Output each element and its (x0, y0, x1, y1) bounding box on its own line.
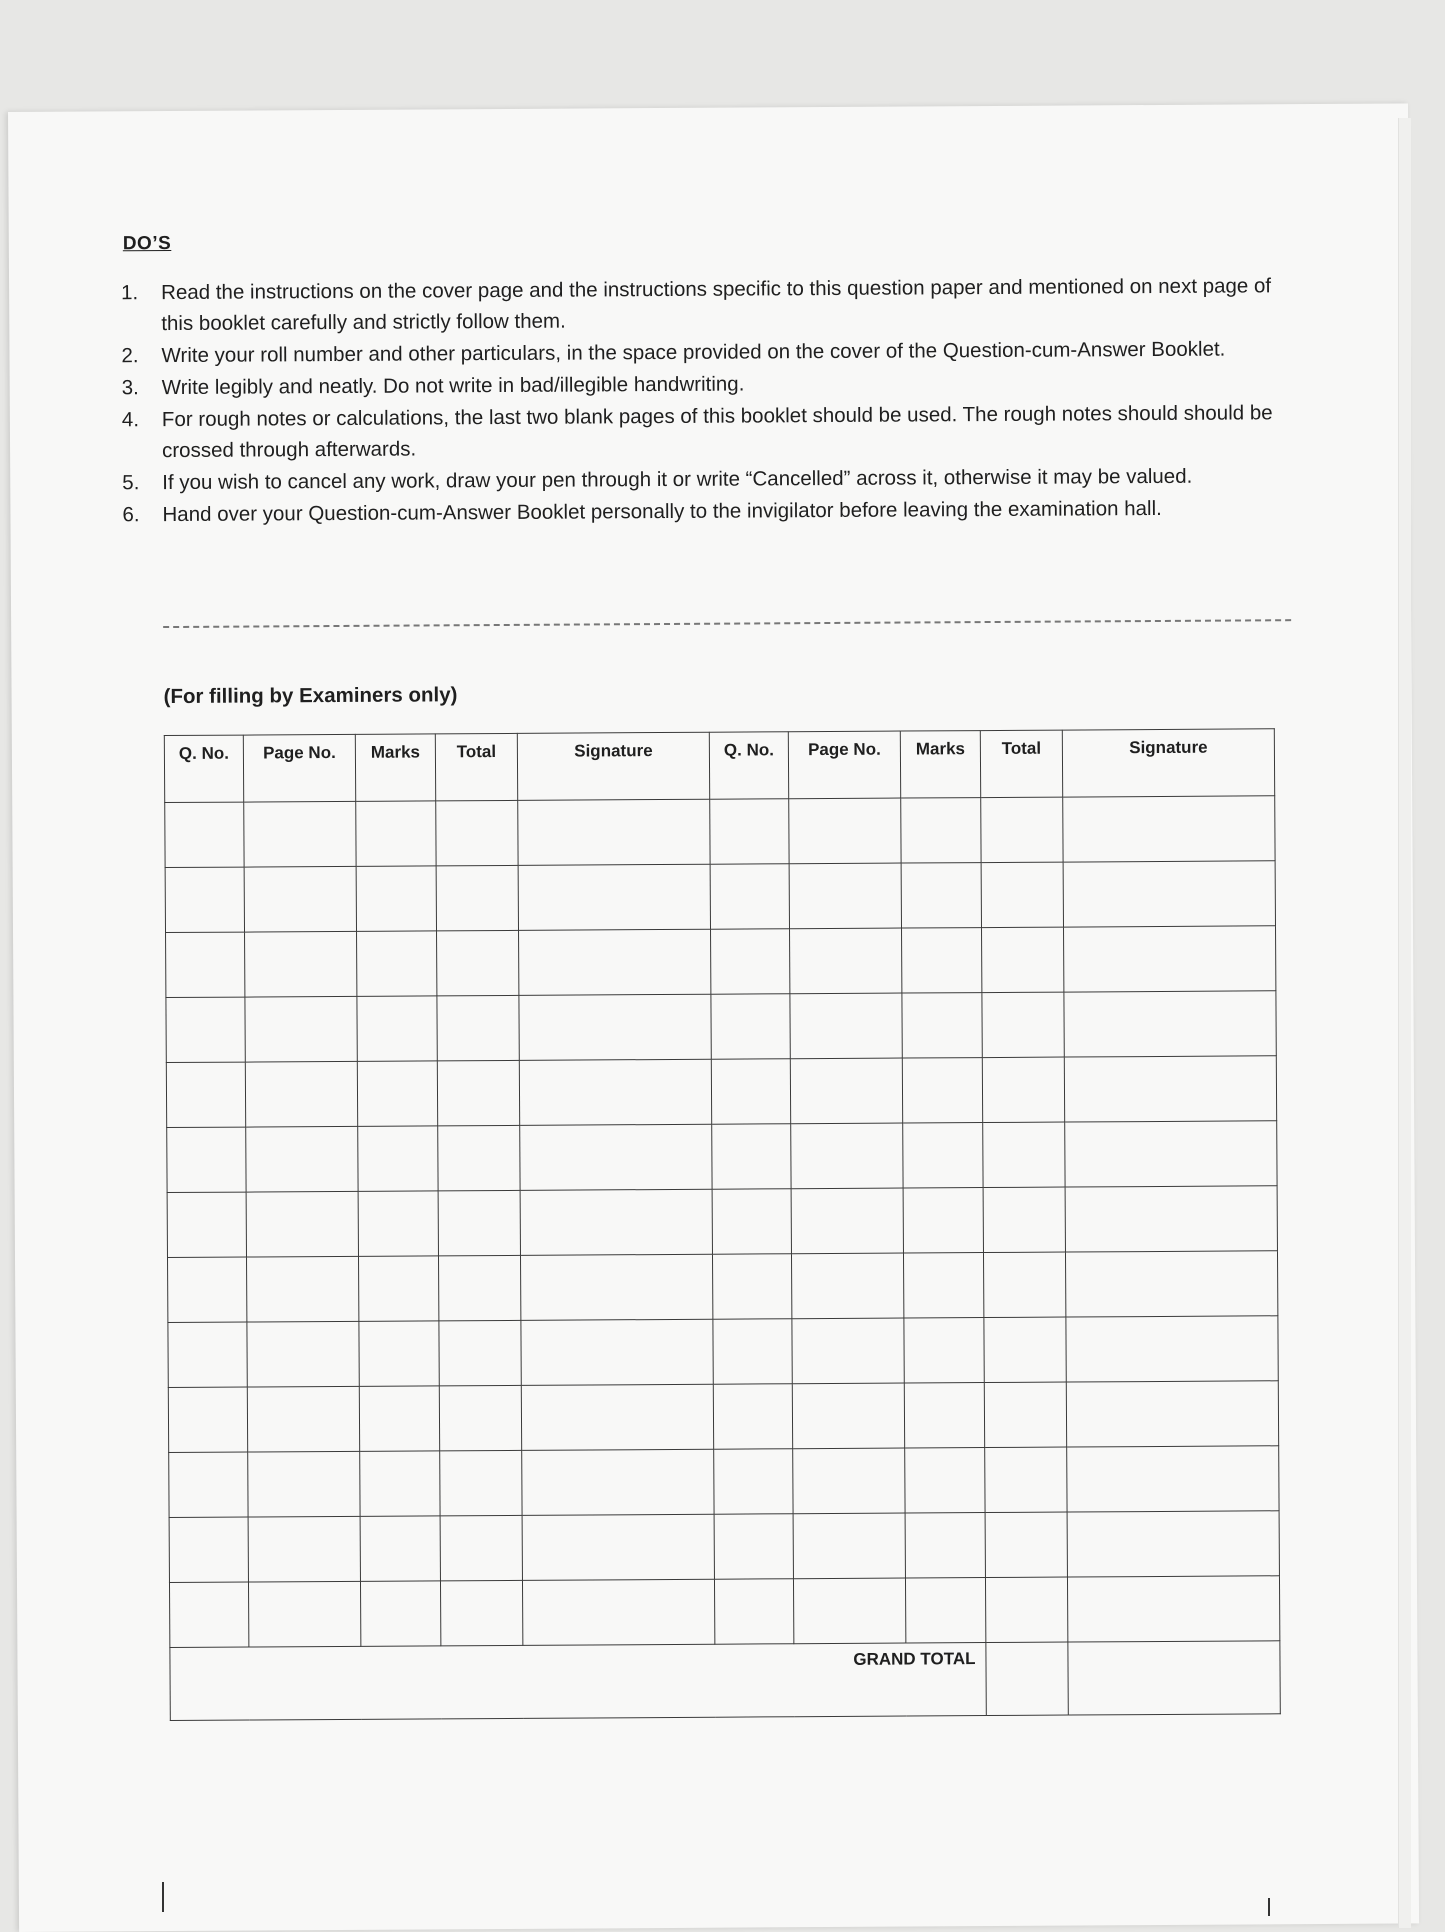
table-row (166, 1056, 1276, 1128)
table-cell[interactable] (519, 994, 711, 1060)
table-cell[interactable] (357, 931, 437, 996)
dos-item-text: Write your roll number and other particulars, in the space provided on the cover of the Question-cum-Answer Booklet. (161, 337, 1226, 368)
table-header-row (164, 729, 1274, 803)
table-cell[interactable] (360, 1581, 440, 1646)
table-cell[interactable] (793, 1448, 905, 1514)
grand-total-signature-cell[interactable] (1068, 1641, 1280, 1715)
answer-booklet-page (8, 103, 1419, 1932)
grand-total-label: GRAND TOTAL (170, 1643, 986, 1721)
table-cell[interactable] (904, 1318, 984, 1383)
page-edge (1398, 118, 1411, 1928)
table-cell[interactable] (518, 799, 710, 865)
table-row (168, 1251, 1278, 1323)
table-cell[interactable] (246, 1126, 358, 1192)
dos-item (121, 270, 1281, 339)
table-cell[interactable] (983, 1252, 1065, 1317)
table-cell[interactable] (905, 1513, 985, 1578)
table-cell[interactable] (902, 928, 982, 993)
table-cell[interactable] (439, 1385, 521, 1450)
table-cell[interactable] (440, 1450, 522, 1515)
table-cell[interactable] (519, 929, 711, 995)
table-cell[interactable] (436, 865, 518, 930)
table-cell[interactable] (790, 1058, 902, 1124)
table-cell[interactable] (520, 1254, 712, 1320)
table-cell[interactable] (360, 1516, 440, 1581)
table-cell[interactable] (903, 1188, 983, 1253)
dos-item-text: Hand over your Question-cum-Answer Booklet personally to the invigilator before leaving the examination hall. (162, 496, 1162, 527)
dashed-separator (163, 619, 1291, 628)
table-cell[interactable] (791, 1123, 903, 1189)
table-cell[interactable] (520, 1189, 712, 1255)
table-cell[interactable] (440, 1515, 522, 1580)
col-header-page-no: Page No. (243, 734, 355, 802)
col-header-marks-2: Marks (900, 731, 980, 798)
table-cell[interactable] (358, 1126, 438, 1191)
table-cell[interactable] (165, 867, 244, 932)
table-cell[interactable] (359, 1386, 439, 1451)
table-cell[interactable] (985, 1512, 1067, 1577)
table-cell[interactable] (440, 1580, 522, 1645)
table-cell[interactable] (905, 1448, 985, 1513)
table-cell[interactable] (438, 1255, 520, 1320)
table-cell[interactable] (792, 1383, 904, 1449)
table-cell[interactable] (246, 1191, 358, 1257)
table-cell[interactable] (790, 993, 902, 1059)
table-cell[interactable] (246, 1256, 358, 1322)
table-cell[interactable] (165, 802, 244, 867)
table-cell[interactable] (789, 798, 901, 864)
table-cell[interactable] (244, 866, 356, 932)
crop-mark-left (162, 1882, 164, 1912)
table-cell[interactable] (1067, 1576, 1279, 1642)
table-cell[interactable] (983, 1122, 1065, 1187)
col-header-signature-2: Signature (1062, 729, 1274, 797)
table-cell[interactable] (166, 1062, 245, 1127)
table-cell[interactable] (520, 1124, 712, 1190)
table-row (166, 991, 1276, 1063)
table-cell[interactable] (357, 1061, 437, 1126)
table-cell[interactable] (438, 1125, 520, 1190)
table-cell[interactable] (247, 1386, 359, 1452)
table-cell[interactable] (248, 1581, 360, 1647)
table-cell[interactable] (1065, 1251, 1277, 1317)
examiner-marks-table (164, 728, 1281, 1721)
col-header-q-no: Q. No. (164, 735, 243, 802)
table-row (167, 1186, 1277, 1258)
table-cell[interactable] (358, 1256, 438, 1321)
table-cell[interactable] (518, 864, 710, 930)
table-cell[interactable] (248, 1516, 360, 1582)
table-row (167, 1121, 1277, 1193)
dos-item-text: For rough notes or calculations, the last two blank pages of this booklet should be used. The rough notes should should be crossed through afterwards. (161, 401, 1273, 463)
table-body (165, 796, 1280, 1648)
table-cell[interactable] (169, 1517, 248, 1582)
table-cell[interactable] (519, 1059, 711, 1125)
table-cell[interactable] (356, 866, 436, 931)
table-cell[interactable] (245, 931, 357, 997)
table-cell[interactable] (1065, 1186, 1277, 1252)
dos-item-number: 4. (121, 408, 140, 432)
table-cell[interactable] (711, 994, 790, 1059)
table-row (168, 1316, 1278, 1388)
dos-item-number: 6. (122, 503, 140, 527)
table-cell[interactable] (904, 1383, 984, 1448)
col-header-total-2: Total (980, 730, 1062, 797)
table-cell[interactable] (247, 1321, 359, 1387)
dos-item-number: 2. (121, 344, 139, 368)
table-cell[interactable] (169, 1582, 248, 1647)
dos-item-text: If you wish to cancel any work, draw your pen through it or write “Cancelled” across it, otherwise it may be valued. (162, 464, 1193, 495)
col-header-page-no-2: Page No. (788, 731, 900, 799)
table-cell[interactable] (792, 1318, 904, 1384)
col-header-total: Total (435, 733, 517, 800)
table-cell[interactable] (439, 1320, 521, 1385)
table-cell[interactable] (356, 801, 436, 866)
table-cell[interactable] (714, 1579, 793, 1644)
table-cell[interactable] (714, 1449, 793, 1514)
col-header-q-no-2: Q. No. (709, 732, 788, 799)
dos-heading: DO’S (122, 233, 172, 255)
table-cell[interactable] (981, 797, 1063, 862)
table-cell[interactable] (248, 1451, 360, 1517)
dos-item-number: 1. (121, 281, 139, 305)
table-cell[interactable] (360, 1451, 440, 1516)
table-cell[interactable] (712, 1189, 791, 1254)
dos-list (121, 270, 1283, 531)
table-cell[interactable] (791, 1188, 903, 1254)
table-cell[interactable] (793, 1513, 905, 1579)
table-cell[interactable] (713, 1384, 792, 1449)
table-row (169, 1511, 1279, 1583)
table-row (165, 796, 1275, 868)
table-cell[interactable] (358, 1191, 438, 1256)
dos-item (122, 397, 1282, 466)
table-cell[interactable] (168, 1322, 247, 1387)
table-cell[interactable] (359, 1321, 439, 1386)
table-cell[interactable] (245, 1061, 357, 1127)
table-cell[interactable] (437, 930, 519, 995)
grand-total-cell[interactable] (986, 1642, 1068, 1715)
dos-item-text: Read the instructions on the cover page and the instructions specific to this question paper and mentioned on next page of this booklet carefully and strictly follow them. (161, 274, 1272, 336)
table-cell[interactable] (244, 801, 356, 867)
table-cell[interactable] (790, 928, 902, 994)
table-cell[interactable] (1063, 861, 1275, 927)
table-row (169, 1576, 1279, 1648)
table-cell[interactable] (166, 997, 245, 1062)
table-cell[interactable] (985, 1577, 1067, 1642)
table-cell[interactable] (982, 992, 1064, 1057)
dos-item-number: 5. (122, 471, 140, 495)
table-cell[interactable] (522, 1579, 714, 1645)
table-row (169, 1446, 1279, 1518)
dos-item-text: Write legibly and neatly. Do not write in bad/illegible handwriting. (161, 372, 745, 400)
dos-item-number: 3. (121, 376, 139, 400)
table-cell[interactable] (167, 1192, 246, 1257)
table-cell[interactable] (984, 1382, 1066, 1447)
crop-mark-right (1268, 1898, 1270, 1916)
col-header-marks: Marks (355, 734, 435, 801)
table-cell[interactable] (167, 1127, 246, 1192)
table-cell[interactable] (985, 1447, 1067, 1512)
table-cell[interactable] (521, 1384, 713, 1450)
table-cell[interactable] (521, 1319, 713, 1385)
table-cell[interactable] (903, 1253, 983, 1318)
table-cell[interactable] (793, 1578, 905, 1644)
table-cell[interactable] (168, 1387, 247, 1452)
table-cell[interactable] (1065, 1121, 1277, 1187)
table-cell[interactable] (714, 1514, 793, 1579)
table-cell[interactable] (901, 863, 981, 928)
col-header-signature: Signature (517, 732, 709, 800)
table-cell[interactable] (712, 1124, 791, 1189)
examiners-section-title: (For filling by Examiners only) (163, 683, 458, 709)
table-cell[interactable] (168, 1257, 247, 1322)
table-row (168, 1381, 1278, 1453)
table-cell[interactable] (903, 1123, 983, 1188)
table-cell[interactable] (245, 996, 357, 1062)
table-cell[interactable] (1067, 1511, 1279, 1577)
table-cell[interactable] (983, 1187, 1065, 1252)
table-cell[interactable] (357, 996, 437, 1061)
table-cell[interactable] (712, 1254, 791, 1319)
table-cell[interactable] (982, 1057, 1064, 1122)
table-cell[interactable] (1063, 796, 1275, 862)
table-cell[interactable] (710, 864, 789, 929)
table-cell[interactable] (437, 995, 519, 1060)
table-cell[interactable] (522, 1514, 714, 1580)
table-cell[interactable] (713, 1319, 792, 1384)
table-cell[interactable] (1064, 991, 1276, 1057)
table-cell[interactable] (1066, 1381, 1278, 1447)
table-cell[interactable] (437, 1060, 519, 1125)
table-row (166, 926, 1276, 998)
table-cell[interactable] (710, 799, 789, 864)
table-cell[interactable] (905, 1578, 985, 1643)
grand-total-row (170, 1641, 1280, 1721)
table-cell[interactable] (902, 1058, 982, 1123)
table-cell[interactable] (902, 993, 982, 1058)
table-row (165, 861, 1275, 933)
table-cell[interactable] (169, 1452, 248, 1517)
table-cell[interactable] (1067, 1446, 1279, 1512)
table-cell[interactable] (711, 929, 790, 994)
table-cell[interactable] (1066, 1316, 1278, 1382)
table-cell[interactable] (438, 1190, 520, 1255)
table-cell[interactable] (1064, 1056, 1276, 1122)
dos-item (122, 492, 1282, 530)
table-cell[interactable] (982, 927, 1064, 992)
table-cell[interactable] (789, 863, 901, 929)
table-cell[interactable] (901, 798, 981, 863)
table-cell[interactable] (711, 1059, 790, 1124)
table-cell[interactable] (166, 932, 245, 997)
table-cell[interactable] (791, 1253, 903, 1319)
table-cell[interactable] (1063, 926, 1275, 992)
table-cell[interactable] (436, 800, 518, 865)
table-cell[interactable] (981, 862, 1063, 927)
table-cell[interactable] (984, 1317, 1066, 1382)
table-cell[interactable] (522, 1449, 714, 1515)
